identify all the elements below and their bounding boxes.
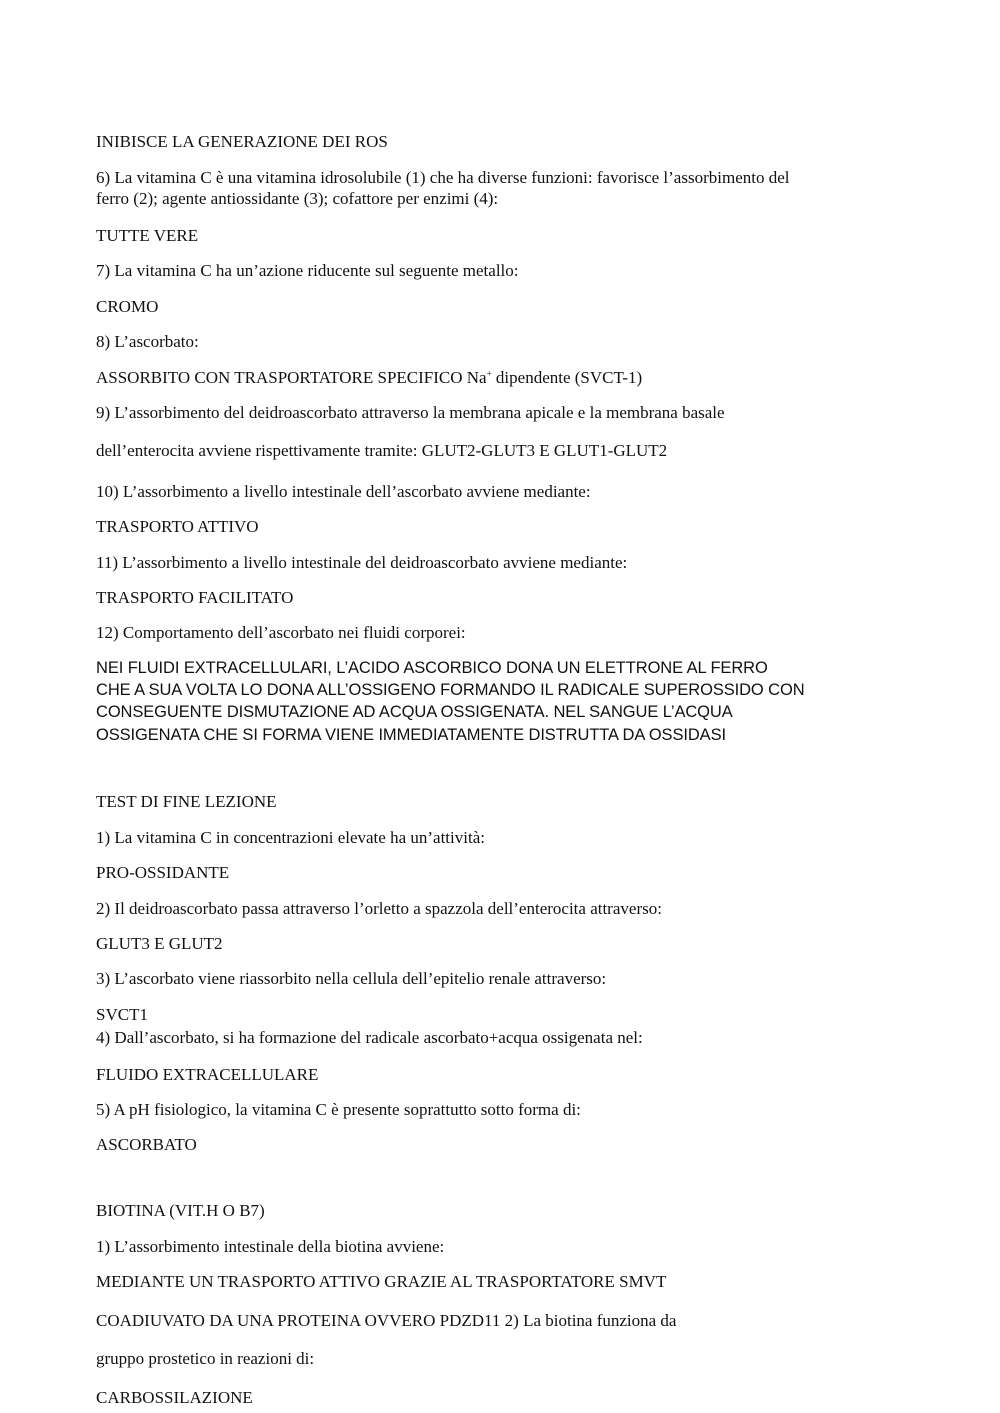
answer-text: OSSIGENATA CHE SI FORMA VIENE IMMEDIATAMENTE DISTRUTTA DA OSSIDASI	[96, 726, 726, 744]
question-text: 10) L’assorbimento a livello intestinale dell’ascorbato avviene mediante:	[96, 482, 591, 501]
question-text: 5) A pH fisiologico, la vitamina C è presente soprattutto sotto forma di:	[96, 1100, 581, 1119]
answer-text: CROMO	[96, 297, 159, 316]
answer-text: TRASPORTO ATTIVO	[96, 517, 259, 536]
question-text: 2) Il deidroascorbato passa attraverso l’orletto a spazzola dell’enterocita attraverso:	[96, 899, 662, 918]
question-text: 11) L’assorbimento a livello intestinale del deidroascorbato avviene mediante:	[96, 553, 628, 572]
answer-text: PRO-OSSIDANTE	[96, 863, 230, 882]
answer-text: INIBISCE LA GENERAZIONE DEI ROS	[96, 132, 388, 151]
answer-text: MEDIANTE UN TRASPORTO ATTIVO GRAZIE AL TRASPORTATORE SMVT	[96, 1272, 667, 1291]
question-text: 1) L’assorbimento intestinale della biotina avviene:	[96, 1237, 445, 1256]
question-text: 12) Comportamento dell’ascorbato nei fluidi corporei:	[96, 623, 466, 642]
question-text: 3) L’ascorbato viene riassorbito nella cellula dell’epitelio renale attraverso:	[96, 969, 607, 988]
superscript-plus: +	[486, 368, 492, 379]
answer-text: GLUT3 E GLUT2	[96, 934, 223, 953]
question-text: 7) La vitamina C ha un’azione riducente sul seguente metallo:	[96, 261, 519, 280]
question-text: 8) L’ascorbato:	[96, 332, 199, 351]
question-text: dell’enterocita avviene rispettivamente tramite: GLUT2-GLUT3 E GLUT1-GLUT2	[96, 441, 668, 460]
answer-text: TUTTE VERE	[96, 226, 199, 245]
answer-text: NEI FLUIDI EXTRACELLULARI, L’ACIDO ASCORBICO DONA UN ELETTRONE AL FERRO	[96, 659, 768, 677]
answer-text: CONSEGUENTE DISMUTAZIONE AD ACQUA OSSIGENATA. NEL SANGUE L’ACQUA	[96, 703, 733, 721]
answer-text-part: dipendente (SVCT-1)	[491, 368, 643, 387]
answer-text: CHE A SUA VOLTA LO DONA ALL’OSSIGENO FORMANDO IL RADICALE SUPEROSSIDO CON	[96, 681, 805, 699]
question-text: gruppo prostetico in reazioni di:	[96, 1349, 315, 1368]
answer-text: ASCORBATO	[96, 1135, 197, 1154]
question-text: 1) La vitamina C in concentrazioni elevate ha un’attività:	[96, 828, 485, 847]
answer-text: COADIUVATO DA UNA PROTEINA OVVERO PDZD11 2) La biotina funziona da	[96, 1311, 677, 1330]
answer-text: FLUIDO EXTRACELLULARE	[96, 1065, 319, 1084]
question-text: 4) Dall’ascorbato, si ha formazione del radicale ascorbato+acqua ossigenata nel:	[96, 1028, 643, 1047]
question-text: ferro (2); agente antiossidante (3); cofattore per enzimi (4):	[96, 189, 499, 208]
answer-text: CARBOSSILAZIONE	[96, 1388, 253, 1407]
section-heading: TEST DI FINE LEZIONE	[96, 792, 277, 811]
answer-text-part: ASSORBITO CON TRASPORTATORE SPECIFICO Na	[96, 368, 487, 387]
section-heading: BIOTINA (VIT.H O B7)	[96, 1201, 265, 1220]
question-text: 6) La vitamina C è una vitamina idrosolubile (1) che ha diverse funzioni: favorisce l’assorbimento del	[96, 168, 790, 187]
answer-text: SVCT1	[96, 1005, 148, 1024]
answer-text	[96, 367, 642, 389]
answer-text: TRASPORTO FACILITATO	[96, 588, 294, 607]
question-text: 9) L’assorbimento del deidroascorbato attraverso la membrana apicale e la membrana basale	[96, 403, 725, 422]
